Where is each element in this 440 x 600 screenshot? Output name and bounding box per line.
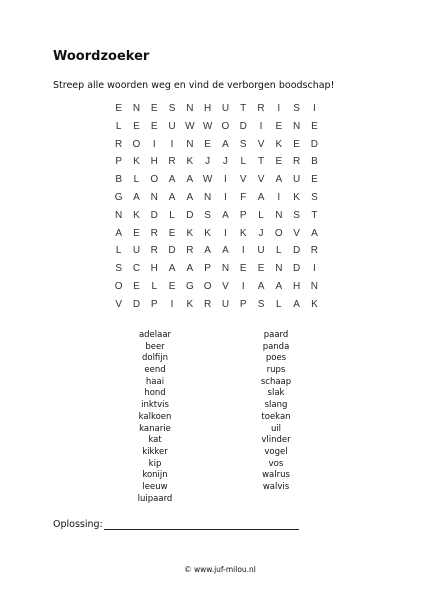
grid-cell[interactable]: E bbox=[133, 280, 141, 292]
grid-cell[interactable]: K bbox=[204, 227, 212, 239]
grid-cell[interactable]: E bbox=[115, 103, 123, 114]
grid-cell[interactable]: E bbox=[239, 263, 248, 275]
grid-cell[interactable]: L bbox=[115, 245, 122, 257]
word-list-item: vogel bbox=[264, 446, 288, 457]
grid-cell[interactable]: E bbox=[133, 227, 141, 239]
word-list-item: walvis bbox=[262, 481, 290, 492]
grid-cell[interactable]: A bbox=[257, 280, 265, 292]
word-list-item: toekan bbox=[261, 411, 291, 422]
grid-cell[interactable]: R bbox=[150, 227, 159, 239]
grid-cell[interactable]: W bbox=[185, 120, 196, 132]
footer-copyright: © www.juf-milou.nl bbox=[184, 565, 256, 574]
word-list-item: kikker bbox=[142, 446, 168, 457]
grid-cell[interactable]: R bbox=[293, 156, 301, 168]
grid-cell[interactable]: G bbox=[114, 191, 124, 203]
grid-cell[interactable]: K bbox=[311, 298, 319, 310]
grid-cell[interactable]: E bbox=[275, 156, 283, 168]
grid-cell[interactable]: R bbox=[186, 245, 194, 257]
grid-cell[interactable]: I bbox=[170, 298, 174, 310]
word-list-item: kip bbox=[148, 458, 162, 469]
word-list-item: rups bbox=[266, 365, 286, 376]
grid-cell[interactable]: T bbox=[311, 209, 318, 221]
grid-cell[interactable]: C bbox=[132, 263, 141, 275]
word-list-item: vos bbox=[268, 458, 284, 469]
grid-cell[interactable]: I bbox=[152, 138, 157, 150]
word-list-item: dolfijn bbox=[141, 353, 169, 364]
grid-cell[interactable]: U bbox=[257, 245, 266, 257]
grid-cell[interactable]: A bbox=[186, 191, 194, 203]
grid-cell[interactable]: D bbox=[186, 209, 194, 221]
grid-cell[interactable]: H bbox=[204, 103, 212, 114]
word-list-item: adelaar bbox=[138, 330, 172, 340]
grid-cell[interactable]: L bbox=[258, 209, 265, 221]
letter-grid bbox=[110, 100, 324, 314]
grid-cell[interactable]: A bbox=[293, 298, 301, 310]
grid-cell[interactable]: N bbox=[186, 103, 194, 114]
grid-cell[interactable]: V bbox=[115, 298, 123, 310]
grid-cell[interactable]: R bbox=[168, 156, 177, 168]
word-list-item: kalkoen bbox=[138, 411, 172, 422]
grid-cell[interactable]: E bbox=[293, 138, 301, 150]
grid-cell[interactable]: R bbox=[115, 138, 123, 150]
grid-cell[interactable]: J bbox=[222, 156, 229, 168]
grid-cell[interactable]: A bbox=[311, 227, 319, 239]
solution-answer-line[interactable] bbox=[104, 518, 299, 530]
grid-cell[interactable]: N bbox=[186, 138, 194, 150]
grid-cell[interactable]: N bbox=[310, 280, 319, 292]
grid-cell[interactable]: I bbox=[259, 120, 263, 132]
grid-cell[interactable]: S bbox=[257, 298, 265, 310]
grid-cell[interactable]: J bbox=[258, 227, 265, 239]
grid-cell[interactable]: R bbox=[204, 298, 212, 310]
grid-cell[interactable]: E bbox=[204, 138, 212, 150]
grid-cell[interactable]: I bbox=[224, 174, 228, 186]
grid-cell[interactable]: U bbox=[293, 174, 301, 186]
grid-cell[interactable]: J bbox=[205, 156, 211, 168]
grid-cell[interactable]: A bbox=[168, 191, 176, 203]
word-list-item: paard bbox=[263, 330, 289, 340]
grid-cell[interactable]: A bbox=[204, 245, 212, 257]
grid-cell[interactable]: U bbox=[221, 103, 230, 114]
word-list-item: slak bbox=[267, 388, 285, 399]
grid-cell[interactable]: S bbox=[168, 103, 176, 114]
word-list-item: beer bbox=[145, 341, 165, 352]
word-list-item: kat bbox=[148, 435, 162, 446]
grid-cell[interactable]: S bbox=[115, 263, 123, 275]
word-list-item: haai bbox=[145, 376, 165, 387]
word-list-item: uil bbox=[270, 423, 282, 434]
grid-cell[interactable]: A bbox=[257, 191, 265, 203]
grid-cell[interactable]: E bbox=[150, 120, 159, 132]
grid-cell[interactable]: H bbox=[150, 156, 159, 168]
grid-cell[interactable]: A bbox=[275, 280, 283, 292]
grid-cell[interactable]: A bbox=[222, 209, 230, 221]
word-list-item: vlinder bbox=[261, 435, 291, 446]
grid-cell[interactable]: D bbox=[293, 263, 301, 275]
grid-cell[interactable]: O bbox=[114, 280, 124, 292]
grid-cell[interactable]: I bbox=[313, 103, 317, 114]
word-list-item: walrus bbox=[262, 470, 290, 481]
word-list-item: schaap bbox=[260, 376, 292, 387]
grid-cell[interactable]: K bbox=[275, 138, 283, 150]
grid-cell[interactable]: I bbox=[170, 138, 174, 150]
word-list-item: slang bbox=[264, 400, 288, 411]
grid-cell[interactable]: O bbox=[203, 280, 213, 292]
grid-cell[interactable]: L bbox=[151, 280, 158, 292]
grid-cell[interactable]: N bbox=[150, 191, 159, 203]
word-list-item: hond bbox=[144, 388, 166, 399]
grid-cell[interactable]: I bbox=[277, 191, 281, 203]
grid-cell[interactable]: N bbox=[132, 103, 141, 114]
grid-cell[interactable]: K bbox=[186, 298, 194, 310]
grid-cell[interactable]: P bbox=[150, 298, 159, 310]
grid-cell[interactable]: L bbox=[133, 174, 140, 186]
word-list-right bbox=[246, 330, 306, 494]
grid-cell[interactable]: O bbox=[132, 138, 141, 150]
grid-cell[interactable]: K bbox=[186, 227, 194, 239]
instruction-text: Streep alle woorden weg en vind de verborgen boodschap! bbox=[53, 80, 335, 91]
page-title: Woordzoeker bbox=[53, 49, 150, 64]
grid-cell[interactable]: S bbox=[293, 209, 301, 221]
grid-cell[interactable]: V bbox=[257, 138, 265, 150]
grid-cell[interactable]: I bbox=[241, 280, 246, 292]
grid-cell[interactable]: N bbox=[115, 209, 123, 221]
grid-cell[interactable]: I bbox=[313, 263, 317, 275]
word-list-item: leeuw bbox=[142, 481, 168, 492]
grid-cell[interactable]: N bbox=[275, 263, 283, 275]
grid-cell[interactable]: D bbox=[150, 209, 159, 221]
grid-cell[interactable]: A bbox=[275, 174, 283, 186]
grid-cell[interactable]: E bbox=[275, 120, 283, 132]
grid-cell[interactable]: E bbox=[257, 263, 265, 275]
grid-cell[interactable]: K bbox=[239, 227, 248, 239]
grid-cell[interactable]: K bbox=[133, 156, 141, 168]
grid-cell[interactable]: A bbox=[222, 245, 230, 257]
grid-cell[interactable]: W bbox=[202, 174, 213, 186]
grid-cell[interactable]: H bbox=[150, 263, 159, 275]
grid-cell[interactable]: P bbox=[115, 156, 123, 168]
grid-cell[interactable]: O bbox=[221, 120, 230, 132]
grid-cell[interactable]: E bbox=[311, 120, 319, 132]
grid-cell[interactable]: T bbox=[240, 103, 247, 114]
word-list-item: poes bbox=[265, 353, 287, 364]
word-list-item: eend bbox=[144, 365, 166, 376]
grid-cell[interactable]: I bbox=[241, 245, 246, 257]
grid-cell[interactable]: K bbox=[293, 191, 301, 203]
grid-cell[interactable]: A bbox=[186, 263, 194, 275]
grid-cell[interactable]: R bbox=[310, 245, 319, 257]
grid-cell[interactable]: N bbox=[275, 209, 283, 221]
grid-cell[interactable]: W bbox=[202, 120, 213, 132]
word-list-item: luipaard bbox=[137, 493, 173, 504]
word-list-left bbox=[125, 330, 185, 505]
grid-cell[interactable]: A bbox=[115, 227, 123, 239]
grid-cell[interactable]: R bbox=[150, 245, 159, 257]
grid-cell[interactable]: U bbox=[132, 245, 141, 257]
grid-cell[interactable]: U bbox=[221, 298, 230, 310]
grid-cell[interactable]: I bbox=[224, 191, 228, 203]
word-list-item: kanarie bbox=[139, 423, 171, 434]
grid-cell[interactable]: N bbox=[221, 263, 230, 275]
grid-cell[interactable]: V bbox=[257, 174, 265, 186]
grid-cell[interactable]: D bbox=[293, 245, 301, 257]
grid-cell[interactable]: L bbox=[240, 156, 247, 168]
grid-cell[interactable]: I bbox=[224, 227, 228, 239]
grid-cell[interactable]: O bbox=[150, 174, 159, 186]
grid-cell[interactable]: L bbox=[276, 245, 283, 257]
grid-cell[interactable]: P bbox=[204, 263, 212, 275]
grid-cell[interactable]: V bbox=[239, 174, 248, 186]
grid-cell[interactable]: G bbox=[185, 280, 195, 292]
grid-cell[interactable]: V bbox=[293, 227, 301, 239]
grid-cell[interactable]: L bbox=[276, 298, 283, 310]
grid-cell[interactable]: E bbox=[168, 280, 176, 292]
grid-cell[interactable]: B bbox=[115, 174, 123, 186]
grid-cell[interactable]: K bbox=[133, 209, 141, 221]
grid-cell[interactable]: S bbox=[311, 191, 319, 203]
grid-cell[interactable]: E bbox=[150, 103, 159, 114]
grid-cell[interactable]: K bbox=[186, 156, 194, 168]
grid-cell[interactable]: L bbox=[115, 120, 122, 132]
grid-cell[interactable]: A bbox=[133, 191, 141, 203]
grid-cell[interactable]: E bbox=[311, 174, 319, 186]
grid-cell[interactable]: F bbox=[240, 191, 247, 203]
grid-cell[interactable]: O bbox=[274, 227, 284, 239]
grid-cell[interactable]: E bbox=[133, 120, 141, 132]
word-list-item: konijn bbox=[142, 470, 168, 481]
grid-cell[interactable]: S bbox=[239, 138, 248, 150]
grid-cell[interactable]: L bbox=[169, 209, 176, 221]
grid-cell[interactable]: S bbox=[204, 209, 212, 221]
grid-cell[interactable]: D bbox=[239, 120, 248, 132]
grid-cell[interactable]: S bbox=[293, 103, 301, 114]
word-list-item: panda bbox=[262, 341, 290, 352]
grid-cell[interactable]: A bbox=[168, 174, 176, 186]
solution-field bbox=[53, 518, 299, 530]
grid-cell[interactable]: P bbox=[239, 209, 248, 221]
grid-cell[interactable]: D bbox=[132, 298, 141, 310]
grid-cell[interactable]: V bbox=[222, 280, 230, 292]
solution-label: Oplossing: bbox=[53, 519, 103, 530]
grid-cell[interactable]: N bbox=[293, 120, 301, 132]
grid-cell[interactable]: A bbox=[168, 263, 176, 275]
grid-cell[interactable]: R bbox=[257, 103, 266, 114]
grid-cell[interactable]: H bbox=[293, 280, 301, 292]
word-list-item: inktvis bbox=[141, 400, 169, 411]
grid-cell[interactable]: A bbox=[186, 174, 194, 186]
grid-cell[interactable]: D bbox=[310, 138, 319, 150]
grid-cell[interactable]: A bbox=[222, 138, 230, 150]
grid-cell[interactable]: N bbox=[204, 191, 212, 203]
grid-cell[interactable]: I bbox=[277, 103, 281, 114]
grid-cell[interactable]: P bbox=[239, 298, 248, 310]
grid-cell[interactable]: D bbox=[168, 245, 177, 257]
grid-cell[interactable]: U bbox=[168, 120, 177, 132]
grid-cell[interactable]: T bbox=[257, 156, 265, 168]
grid-cell[interactable]: E bbox=[168, 227, 176, 239]
grid-cell[interactable]: B bbox=[311, 156, 319, 168]
